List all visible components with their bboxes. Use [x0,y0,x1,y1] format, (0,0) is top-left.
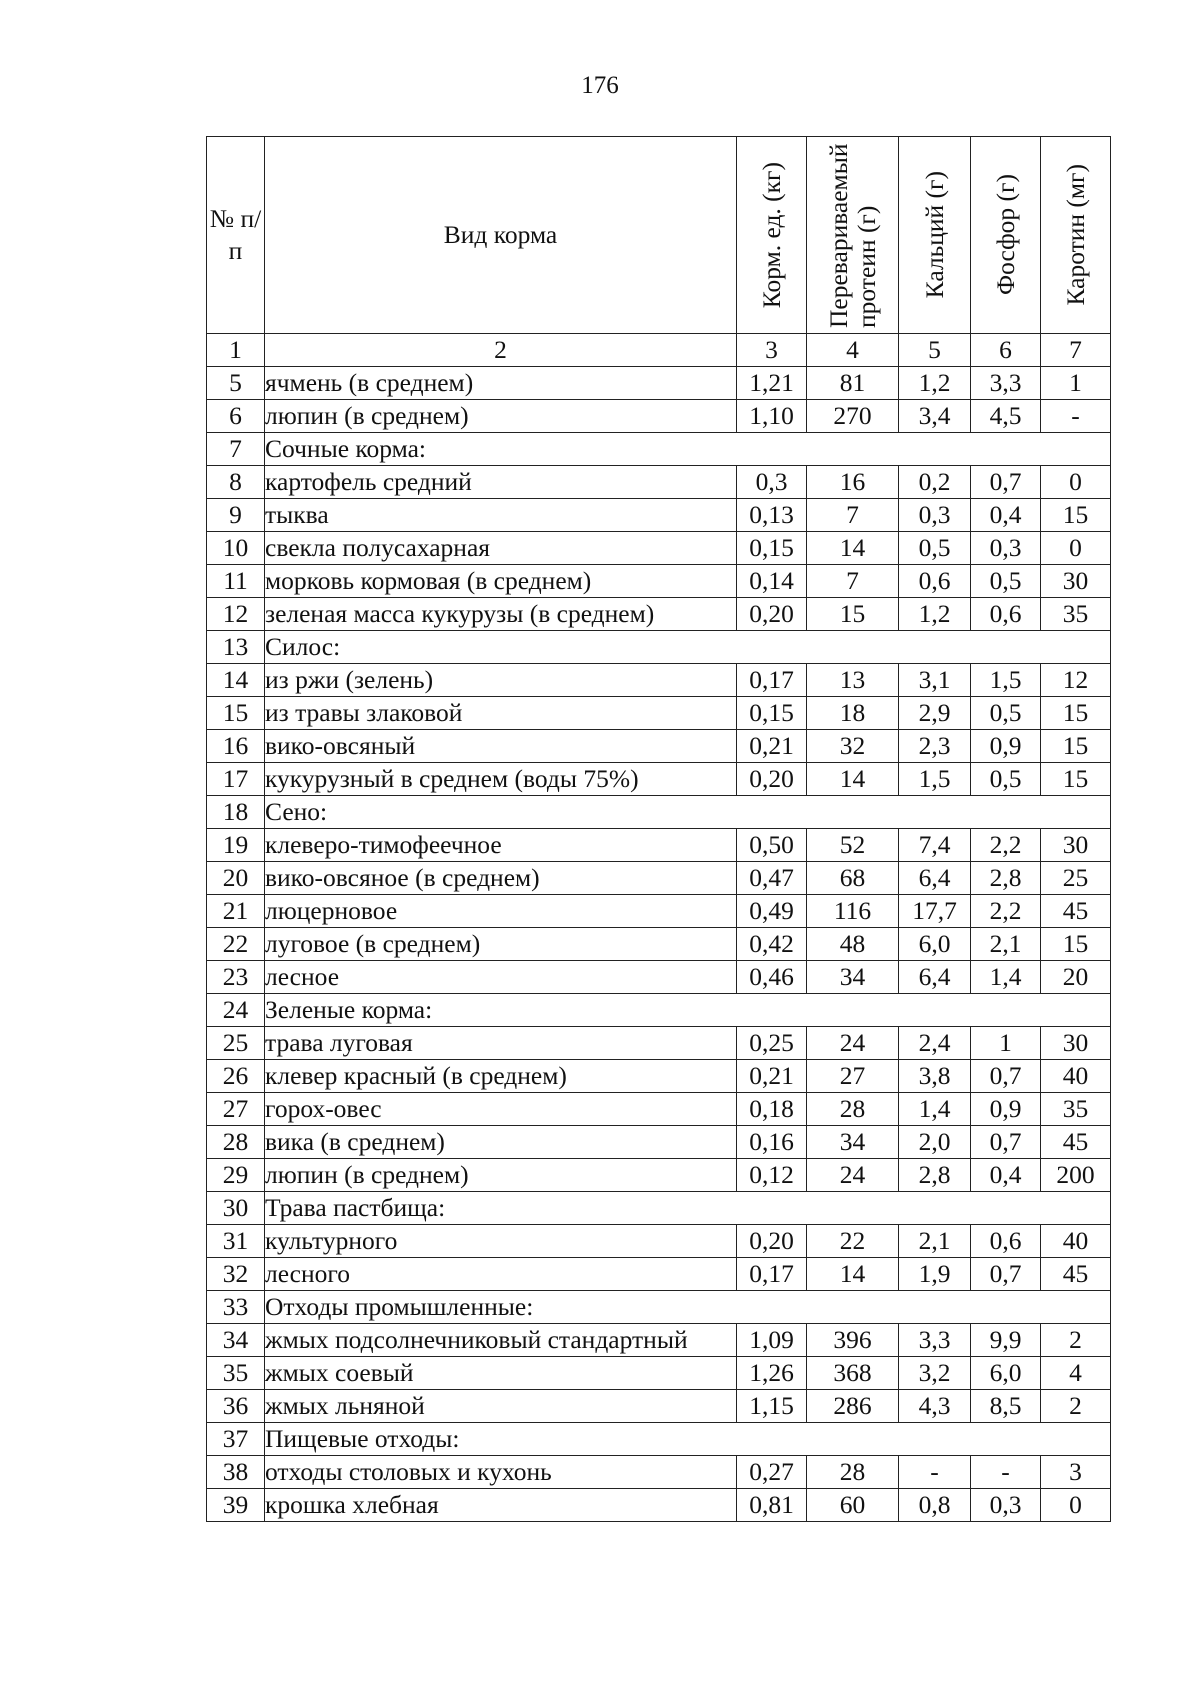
phosphorus-cell: 1 [971,1027,1041,1060]
feed-units-cell: 1,10 [737,400,807,433]
feed-name: клеверо-тимофеечное [265,829,737,862]
table-row [207,895,1111,928]
section-title: Трава пастбища: [265,1192,1111,1225]
calcium-cell: - [899,1456,971,1489]
phosphorus-cell: 2,1 [971,928,1041,961]
feed-name: вико-овсяный [265,730,737,763]
table-row [207,1357,1111,1390]
feed-units-cell: 1,09 [737,1324,807,1357]
phosphorus-cell: 0,9 [971,1093,1041,1126]
carotene-cell: 200 [1041,1159,1111,1192]
protein-cell: 270 [807,400,899,433]
row-number: 19 [207,829,265,862]
phosphorus-cell: 0,4 [971,499,1041,532]
table-section-row [207,1192,1111,1225]
carotene-cell: 0 [1041,466,1111,499]
row-number: 20 [207,862,265,895]
feed-units-cell: 0,21 [737,1060,807,1093]
row-number: 14 [207,664,265,697]
calcium-cell: 1,9 [899,1258,971,1291]
table-section-row [207,1291,1111,1324]
feed-name: тыква [265,499,737,532]
feed-name: люпин (в среднем) [265,400,737,433]
feed-name: из травы злаковой [265,697,737,730]
calcium-cell: 3,8 [899,1060,971,1093]
feed-name: жмых соевый [265,1357,737,1390]
calcium-cell: 3,4 [899,400,971,433]
row-number: 27 [207,1093,265,1126]
carotene-cell: 2 [1041,1390,1111,1423]
section-title: Зеленые корма: [265,994,1111,1027]
calcium-cell: 1,2 [899,598,971,631]
column-number: 7 [1041,334,1111,367]
header-feed-units: Корм. ед. (кг) [737,137,807,334]
table-row [207,1159,1111,1192]
carotene-cell: 3 [1041,1456,1111,1489]
section-title: Сочные корма: [265,433,1111,466]
row-number: 22 [207,928,265,961]
protein-cell: 7 [807,565,899,598]
phosphorus-cell: 8,5 [971,1390,1041,1423]
protein-cell: 16 [807,466,899,499]
calcium-cell: 6,4 [899,961,971,994]
feed-name: жмых подсолнечниковый стандартный [265,1324,737,1357]
calcium-cell: 1,2 [899,367,971,400]
row-number: 36 [207,1390,265,1423]
table-body [207,367,1111,1522]
protein-cell: 34 [807,961,899,994]
row-number: 31 [207,1225,265,1258]
row-number: 24 [207,994,265,1027]
carotene-cell: 35 [1041,1093,1111,1126]
calcium-cell: 4,3 [899,1390,971,1423]
protein-cell: 13 [807,664,899,697]
calcium-cell: 17,7 [899,895,971,928]
protein-cell: 396 [807,1324,899,1357]
feed-name: клевер красный (в среднем) [265,1060,737,1093]
phosphorus-cell: 3,3 [971,367,1041,400]
column-number: 4 [807,334,899,367]
feed-name: вико-овсяное (в среднем) [265,862,737,895]
feed-units-cell: 0,21 [737,730,807,763]
table-row [207,1324,1111,1357]
carotene-cell: 35 [1041,598,1111,631]
carotene-cell: 2 [1041,1324,1111,1357]
phosphorus-cell: 0,5 [971,565,1041,598]
calcium-cell: 0,3 [899,499,971,532]
row-number: 8 [207,466,265,499]
protein-cell: 32 [807,730,899,763]
protein-cell: 14 [807,532,899,565]
row-number: 18 [207,796,265,829]
carotene-cell: 30 [1041,565,1111,598]
feed-units-cell: 0,18 [737,1093,807,1126]
protein-cell: 116 [807,895,899,928]
carotene-cell: 1 [1041,367,1111,400]
table-row [207,961,1111,994]
feed-units-cell: 1,26 [737,1357,807,1390]
column-number: 5 [899,334,971,367]
calcium-cell: 2,0 [899,1126,971,1159]
row-number: 12 [207,598,265,631]
carotene-cell: 15 [1041,928,1111,961]
feed-units-cell: 0,46 [737,961,807,994]
feed-name: культурного [265,1225,737,1258]
row-number: 15 [207,697,265,730]
row-number: 37 [207,1423,265,1456]
calcium-cell: 1,4 [899,1093,971,1126]
feed-units-cell: 0,16 [737,1126,807,1159]
phosphorus-cell: 0,7 [971,466,1041,499]
header-num: № п/п [207,137,265,334]
row-number: 9 [207,499,265,532]
row-number: 23 [207,961,265,994]
protein-cell: 27 [807,1060,899,1093]
carotene-cell: 15 [1041,763,1111,796]
protein-cell: 18 [807,697,899,730]
feed-name: лесное [265,961,737,994]
table-row [207,1390,1111,1423]
section-title: Сено: [265,796,1111,829]
phosphorus-cell: 2,2 [971,895,1041,928]
feed-units-cell: 0,14 [737,565,807,598]
phosphorus-cell: 0,3 [971,1489,1041,1522]
calcium-cell: 2,4 [899,1027,971,1060]
feed-units-cell: 0,3 [737,466,807,499]
feed-name: кукурузный в среднем (воды 75%) [265,763,737,796]
table-row [207,1456,1111,1489]
feed-name: картофель средний [265,466,737,499]
row-number: 26 [207,1060,265,1093]
feed-name: жмых льняной [265,1390,737,1423]
header-calcium: Кальций (г) [899,137,971,334]
carotene-cell: 40 [1041,1060,1111,1093]
protein-cell: 7 [807,499,899,532]
feed-units-cell: 0,20 [737,763,807,796]
section-title: Пищевые отходы: [265,1423,1111,1456]
calcium-cell: 0,5 [899,532,971,565]
calcium-cell: 6,4 [899,862,971,895]
table-row [207,664,1111,697]
calcium-cell: 6,0 [899,928,971,961]
row-number: 10 [207,532,265,565]
table-row [207,367,1111,400]
calcium-cell: 7,4 [899,829,971,862]
phosphorus-cell: 9,9 [971,1324,1041,1357]
carotene-cell: 0 [1041,1489,1111,1522]
calcium-cell: 2,9 [899,697,971,730]
phosphorus-cell: 0,7 [971,1258,1041,1291]
carotene-cell: - [1041,400,1111,433]
phosphorus-cell: 2,2 [971,829,1041,862]
feed-units-cell: 0,15 [737,532,807,565]
protein-cell: 48 [807,928,899,961]
feed-name: луговое (в среднем) [265,928,737,961]
phosphorus-cell: 4,5 [971,400,1041,433]
feed-units-cell: 0,17 [737,664,807,697]
phosphorus-cell: 2,8 [971,862,1041,895]
carotene-cell: 20 [1041,961,1111,994]
column-number: 2 [265,334,737,367]
protein-cell: 14 [807,763,899,796]
carotene-cell: 30 [1041,1027,1111,1060]
calcium-cell: 3,3 [899,1324,971,1357]
table-row [207,928,1111,961]
calcium-cell: 0,6 [899,565,971,598]
row-number: 38 [207,1456,265,1489]
calcium-cell: 2,1 [899,1225,971,1258]
row-number: 6 [207,400,265,433]
phosphorus-cell: 0,3 [971,532,1041,565]
phosphorus-cell: 0,4 [971,1159,1041,1192]
row-number: 13 [207,631,265,664]
feed-units-cell: 0,81 [737,1489,807,1522]
row-number: 25 [207,1027,265,1060]
feed-units-cell: 1,21 [737,367,807,400]
phosphorus-cell: 0,5 [971,697,1041,730]
feed-units-cell: 0,25 [737,1027,807,1060]
table-section-row [207,433,1111,466]
carotene-cell: 25 [1041,862,1111,895]
header-feed-type: Вид корма [265,137,737,334]
carotene-cell: 45 [1041,1258,1111,1291]
feed-name: вика (в среднем) [265,1126,737,1159]
row-number: 34 [207,1324,265,1357]
phosphorus-cell: - [971,1456,1041,1489]
table-row [207,565,1111,598]
phosphorus-cell: 1,4 [971,961,1041,994]
table-row [207,1489,1111,1522]
carotene-cell: 15 [1041,499,1111,532]
table-row [207,1225,1111,1258]
feed-name: отходы столовых и кухонь [265,1456,737,1489]
row-number: 35 [207,1357,265,1390]
row-number: 28 [207,1126,265,1159]
table-section-row [207,994,1111,1027]
column-number: 6 [971,334,1041,367]
phosphorus-cell: 0,7 [971,1126,1041,1159]
calcium-cell: 2,3 [899,730,971,763]
calcium-cell: 3,2 [899,1357,971,1390]
carotene-cell: 40 [1041,1225,1111,1258]
feed-composition-table [206,136,1111,1522]
feed-name: свекла полусахарная [265,532,737,565]
feed-units-cell: 0,17 [737,1258,807,1291]
row-number: 39 [207,1489,265,1522]
phosphorus-cell: 0,6 [971,1225,1041,1258]
table-row [207,1258,1111,1291]
carotene-cell: 12 [1041,664,1111,697]
row-number: 11 [207,565,265,598]
header-protein: Перевариваемый протеин (г) [807,137,899,334]
protein-cell: 34 [807,1126,899,1159]
protein-cell: 52 [807,829,899,862]
table-row [207,862,1111,895]
row-number: 21 [207,895,265,928]
table-row [207,499,1111,532]
row-number: 16 [207,730,265,763]
table-row [207,730,1111,763]
feed-name: люпин (в среднем) [265,1159,737,1192]
table-row [207,763,1111,796]
row-number: 30 [207,1192,265,1225]
phosphorus-cell: 0,7 [971,1060,1041,1093]
calcium-cell: 0,8 [899,1489,971,1522]
protein-cell: 81 [807,367,899,400]
carotene-cell: 30 [1041,829,1111,862]
protein-cell: 22 [807,1225,899,1258]
feed-name: зеленая масса кукурузы (в среднем) [265,598,737,631]
table-row [207,829,1111,862]
row-number: 5 [207,367,265,400]
carotene-cell: 0 [1041,532,1111,565]
feed-name: горох-овес [265,1093,737,1126]
table-row [207,532,1111,565]
phosphorus-cell: 1,5 [971,664,1041,697]
feed-name: крошка хлебная [265,1489,737,1522]
table-row [207,466,1111,499]
protein-cell: 368 [807,1357,899,1390]
feed-name: морковь кормовая (в среднем) [265,565,737,598]
row-number: 7 [207,433,265,466]
carotene-cell: 15 [1041,697,1111,730]
feed-name: люцерновое [265,895,737,928]
protein-cell: 286 [807,1390,899,1423]
calcium-cell: 2,8 [899,1159,971,1192]
feed-units-cell: 0,20 [737,598,807,631]
feed-units-cell: 0,20 [737,1225,807,1258]
protein-cell: 28 [807,1456,899,1489]
table-row [207,400,1111,433]
protein-cell: 68 [807,862,899,895]
protein-cell: 15 [807,598,899,631]
table-header-row [207,137,1111,334]
phosphorus-cell: 0,6 [971,598,1041,631]
feed-units-cell: 0,15 [737,697,807,730]
table-row [207,598,1111,631]
phosphorus-cell: 0,9 [971,730,1041,763]
row-number: 32 [207,1258,265,1291]
section-title: Силос: [265,631,1111,664]
carotene-cell: 4 [1041,1357,1111,1390]
section-title: Отходы промышленные: [265,1291,1111,1324]
column-number: 3 [737,334,807,367]
feed-name: из ржи (зелень) [265,664,737,697]
feed-units-cell: 0,49 [737,895,807,928]
protein-cell: 24 [807,1159,899,1192]
header-carotene: Каротин (мг) [1041,137,1111,334]
table-row [207,1093,1111,1126]
feed-units-cell: 0,50 [737,829,807,862]
table-section-row [207,631,1111,664]
row-number: 29 [207,1159,265,1192]
column-number: 1 [207,334,265,367]
feed-units-cell: 0,47 [737,862,807,895]
page-number: 176 [581,72,619,99]
row-number: 33 [207,1291,265,1324]
table-row [207,1126,1111,1159]
header-phosphorus: Фосфор (г) [971,137,1041,334]
protein-cell: 14 [807,1258,899,1291]
table-section-row [207,1423,1111,1456]
row-number: 17 [207,763,265,796]
table-row [207,1060,1111,1093]
phosphorus-cell: 0,5 [971,763,1041,796]
feed-units-cell: 0,42 [737,928,807,961]
feed-name: трава луговая [265,1027,737,1060]
table-row [207,697,1111,730]
column-number-row [207,334,1111,367]
protein-cell: 28 [807,1093,899,1126]
calcium-cell: 3,1 [899,664,971,697]
carotene-cell: 45 [1041,1126,1111,1159]
table-section-row [207,796,1111,829]
feed-name: ячмень (в среднем) [265,367,737,400]
feed-units-cell: 0,27 [737,1456,807,1489]
carotene-cell: 45 [1041,895,1111,928]
phosphorus-cell: 6,0 [971,1357,1041,1390]
carotene-cell: 15 [1041,730,1111,763]
calcium-cell: 1,5 [899,763,971,796]
protein-cell: 60 [807,1489,899,1522]
feed-units-cell: 0,12 [737,1159,807,1192]
protein-cell: 24 [807,1027,899,1060]
table-row [207,1027,1111,1060]
feed-name: лесного [265,1258,737,1291]
feed-units-cell: 0,13 [737,499,807,532]
feed-units-cell: 1,15 [737,1390,807,1423]
calcium-cell: 0,2 [899,466,971,499]
